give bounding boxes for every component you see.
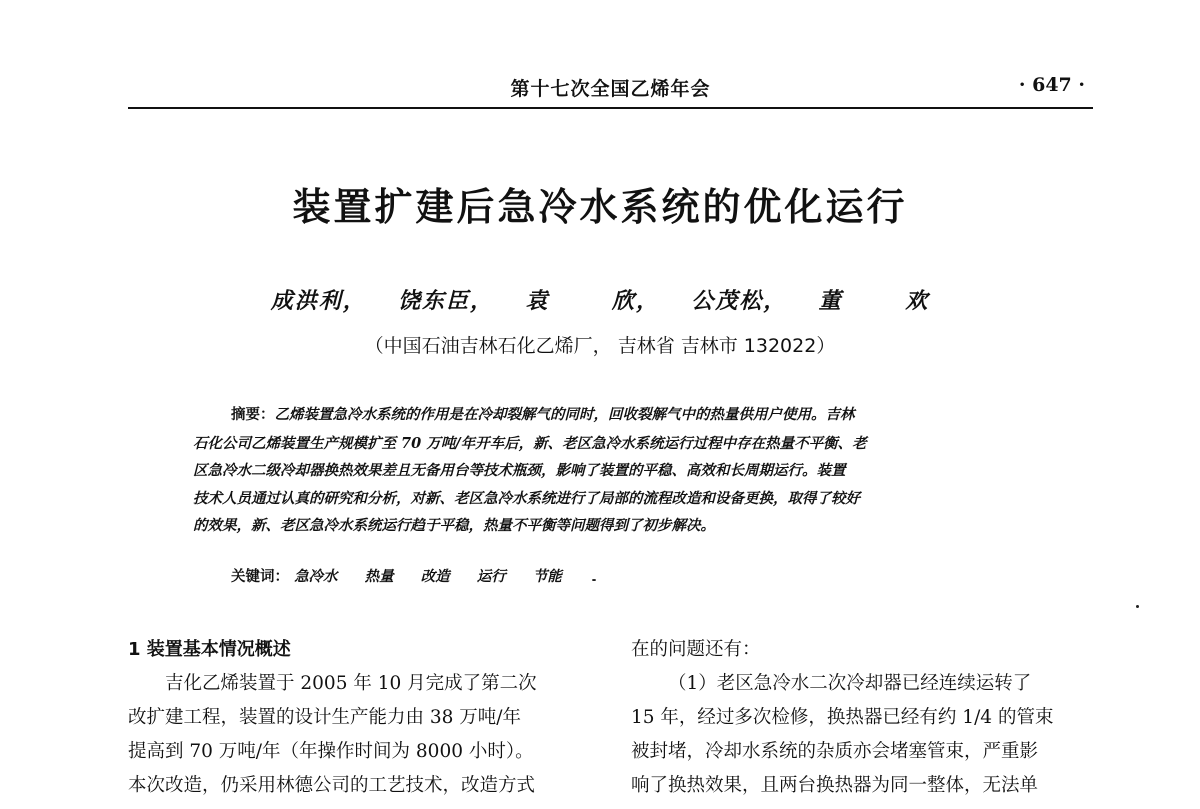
page-number: · 647 · — [1018, 74, 1085, 96]
abstract-line: 区急冷水二级冷却器换热效果差且无备用台等技术瓶颈，影响了装置的平稳、高效和长周期运行。装置 — [193, 462, 846, 479]
body-line: 响了换热效果，且两台换热器为同一整体，无法单 — [631, 775, 1039, 796]
scan-speck — [592, 579, 596, 581]
body-line: 提高到 70 万吨/年（年操作时间为 8000 小时）。 — [128, 741, 534, 762]
keyword: 改造 — [420, 568, 450, 585]
body-line: 吉化乙烯装置于 2005 年 10 月完成了第二次 — [165, 673, 537, 694]
keywords — [231, 565, 584, 586]
author-list: 成洪利， 饶东臣， 袁 欣， 公茂松， 董 欢 — [270, 288, 930, 314]
keyword: 运行 — [476, 568, 506, 585]
affiliation: （中国石油吉林石化乙烯厂， 吉林省 吉林市 132022） — [364, 335, 836, 357]
left-column — [128, 633, 592, 803]
running-header — [128, 74, 1093, 104]
right-column — [631, 633, 1095, 803]
body-line: 15 年，经过多次检修，换热器已经有约 1/4 的管束 — [631, 707, 1054, 728]
section-heading: 1 装置基本情况概述 — [128, 639, 291, 660]
keyword: 急冷水 — [294, 568, 338, 585]
abstract-line: 技术人员通过认真的研究和分析，对新、老区急冷水系统进行了局部的流程改造和设备更换，取得了较好 — [193, 489, 860, 507]
abstract-label: 摘要： — [231, 407, 275, 423]
body-line: 改扩建工程，装置的设计生产能力由 38 万吨/年 — [128, 707, 522, 728]
scan-speck — [1136, 605, 1139, 608]
header-rule — [128, 107, 1093, 109]
paper-title: 装置扩建后急冷水系统的优化运行 — [292, 185, 908, 229]
body-line: 被封堵，冷却水系统的杂质亦会堵塞管束，严重影 — [631, 741, 1039, 762]
abstract-line: 石化公司乙烯装置生产规模扩至 70 万吨/年开车后，新、老区急冷水系统运行过程中存在热量不平衡、老 — [193, 434, 867, 452]
abstract-line: 乙烯装置急冷水系统的作用是在冷却裂解气的同时，回收裂解气中的热量供用户使用。吉林 — [274, 406, 855, 423]
body-line: 本次改造，仍采用林德公司的工艺技术，改造方式 — [128, 775, 536, 796]
abstract — [193, 401, 1031, 540]
body-line: （1）老区急冷水二次冷却器已经连续运转了 — [668, 673, 1032, 694]
keyword: 热量 — [364, 568, 394, 585]
abstract-line: 的效果，新、老区急冷水系统运行趋于平稳，热量不平衡等问题得到了初步解决。 — [193, 517, 715, 534]
keywords-label: 关键词： — [231, 569, 289, 585]
body-line: 在的问题还有： — [631, 639, 761, 660]
keyword: 节能 — [532, 568, 562, 585]
journal-title: 第十七次全国乙烯年会 — [510, 78, 711, 100]
